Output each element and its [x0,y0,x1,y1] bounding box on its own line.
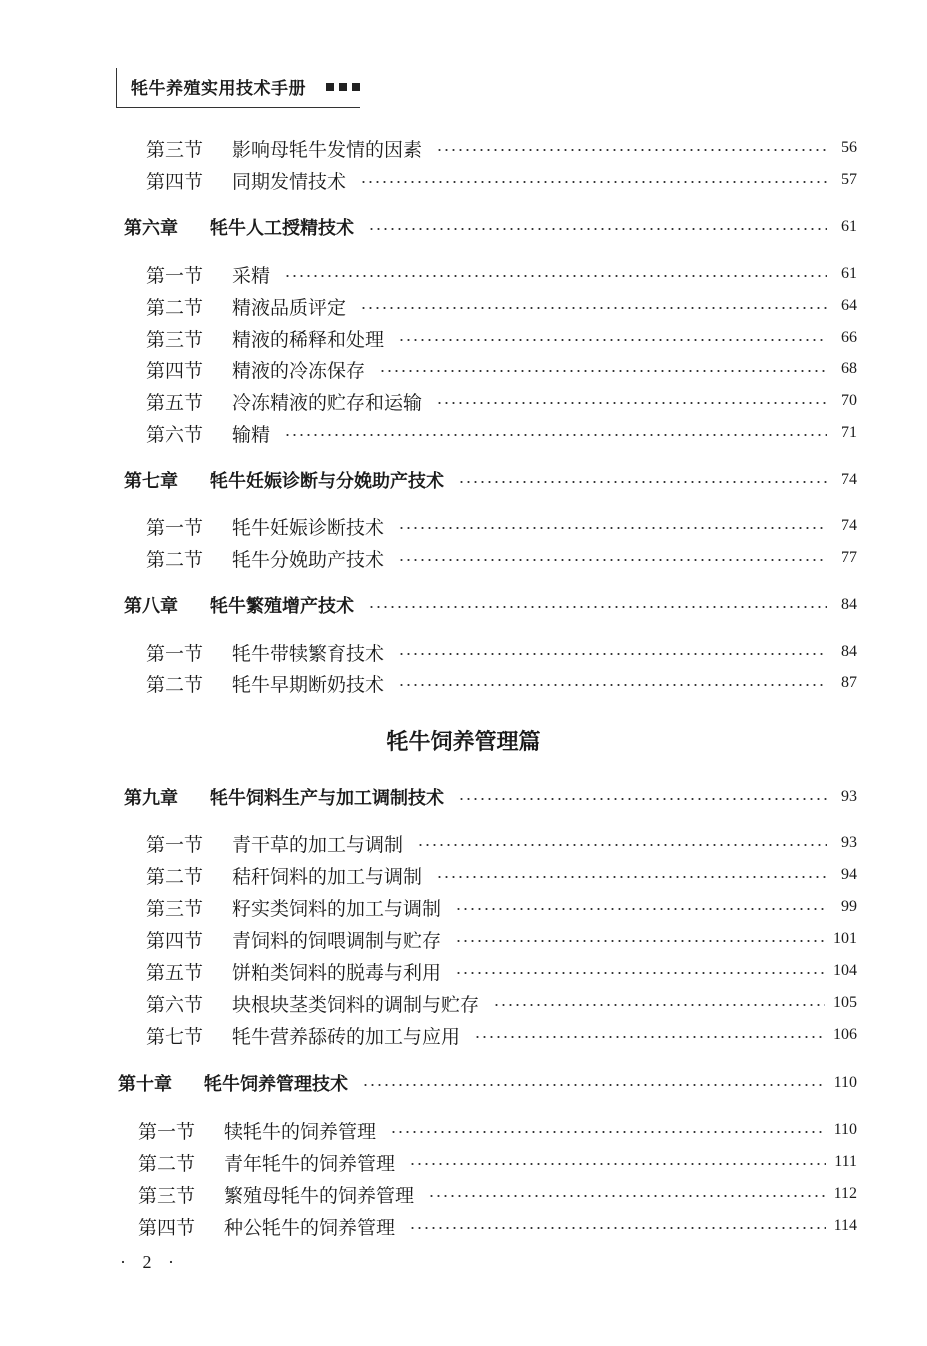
dot-leader [455,908,827,910]
toc-chapter-row[interactable] [124,782,857,812]
toc-entry-label [146,926,441,953]
toc-section-row[interactable] [146,133,857,163]
page-ref: 77 [841,549,857,566]
toc-section-row[interactable] [146,511,857,541]
toc-entry-label [146,135,422,162]
page-ref: 112 [833,1185,857,1202]
page-ref: 110 [833,1121,857,1138]
page-ref: 57 [841,171,857,188]
toc-entry-label [146,958,441,985]
section-title: 牦牛妊娠诊断技术 [232,516,385,539]
section-number: 第五节 [146,961,204,984]
toc-section-row[interactable] [146,165,857,195]
page-ref: 93 [841,834,857,851]
toc-section-row[interactable] [146,323,857,353]
page-ref: 114 [833,1217,857,1234]
section-number: 第七节 [146,1025,204,1048]
dot-leader [398,527,827,529]
toc-section-row[interactable] [146,354,857,384]
section-title: 繁殖母牦牛的饲养管理 [224,1184,415,1207]
section-number: 第六节 [146,423,204,446]
toc-entry-label [146,388,422,415]
section-title: 输精 [232,423,271,446]
section-number: 第三节 [146,138,204,161]
chapter-number: 第七章 [124,471,178,492]
chapter-number: 第六章 [124,218,178,239]
toc-section-row[interactable] [138,1115,857,1145]
toc-entry-label [146,513,384,540]
toc-section-row[interactable] [138,1211,857,1241]
toc-section-row[interactable] [146,668,857,698]
toc-section-row[interactable] [146,543,857,573]
page-ref: 94 [841,866,857,883]
section-number: 第二节 [146,296,204,319]
chapter-number: 第十章 [118,1074,172,1095]
toc-entry-label [146,261,270,288]
chapter-title: 牦牛饲养管理技术 [204,1074,348,1095]
page-ref: 106 [833,1026,857,1043]
section-number: 第三节 [146,328,204,351]
section-number: 第二节 [146,865,204,888]
page-ref: 101 [833,930,857,947]
toc-entry-label [146,670,384,697]
toc-entry-label [146,894,441,921]
dot-leader [390,1131,826,1133]
page-ref: 70 [841,392,857,409]
chapter-title: 牦牛人工授精技术 [210,218,354,239]
section-number: 第一节 [138,1120,196,1143]
toc-section-row[interactable] [146,259,857,289]
header-squares-ornament [326,83,360,91]
dot-leader [436,876,827,878]
section-number: 第二节 [138,1152,196,1175]
dot-leader [493,1004,825,1006]
section-title: 牦牛早期断奶技术 [232,673,385,696]
toc-entry-label [146,639,384,666]
section-number: 第四节 [146,359,204,382]
section-title: 种公牦牛的饲养管理 [224,1216,396,1239]
section-title: 块根块茎类饲料的调制与贮存 [232,993,480,1016]
dot-leader [409,1163,826,1165]
section-title: 影响母牦牛发情的因素 [232,138,423,161]
running-header [116,68,360,108]
part-title: 牦牛饲养管理篇 [386,729,541,755]
section-title: 籽实类饲料的加工与调制 [232,897,442,920]
dot-leader [428,1195,826,1197]
page-ref: 61 [841,218,857,235]
section-title: 精液的稀释和处理 [232,328,385,351]
dot-leader [474,1036,825,1038]
section-title: 牦牛分娩助产技术 [232,548,385,571]
page-ref: 111 [834,1153,857,1170]
toc-entry-label [146,862,422,889]
chapter-title: 牦牛饲料生产与加工调制技术 [210,788,444,809]
page-ref: 110 [833,1074,857,1091]
toc-entry-label [146,990,479,1017]
dot-leader [368,606,827,608]
toc-section-row[interactable] [146,291,857,321]
page-ref: 71 [841,424,857,441]
page-ref: 99 [841,898,857,915]
toc-section-row[interactable] [146,386,857,416]
toc-entry-label [146,1022,460,1049]
chapter-number: 第九章 [124,788,178,809]
section-title: 青饲料的饲喂调制与贮存 [232,929,442,952]
page-ref: 93 [841,788,857,805]
page-ref: 68 [841,360,857,377]
dot-leader [458,481,827,483]
dot-leader [455,972,825,974]
section-title: 青年牦牛的饲养管理 [224,1152,396,1175]
dot-leader [436,402,827,404]
section-number: 第一节 [146,516,204,539]
toc-entry-label [138,1117,376,1144]
toc-entry-label [146,545,384,572]
dot-leader [417,844,827,846]
toc-section-row[interactable] [138,1147,857,1177]
section-number: 第四节 [146,929,204,952]
page-ref: 105 [833,994,857,1011]
section-number: 第三节 [138,1184,196,1207]
toc-entry-label [138,1213,395,1240]
section-number: 第六节 [146,993,204,1016]
toc-entry-label [146,325,384,352]
toc-section-row[interactable] [146,924,857,954]
page-ref: 74 [841,517,857,534]
toc-section-row[interactable] [146,956,857,986]
dot-leader [368,228,827,230]
toc-entry-label [146,420,270,447]
page-ref: 56 [841,139,857,156]
toc-section-row[interactable] [146,860,857,890]
toc-chapter-row[interactable] [124,590,857,620]
section-title: 牦牛营养舔砖的加工与应用 [232,1025,461,1048]
page-ref: 61 [841,265,857,282]
section-title: 秸秆饲料的加工与调制 [232,865,423,888]
page-ref: 84 [841,596,857,613]
chapter-number: 第八章 [124,596,178,617]
dot-leader [379,370,827,372]
dot-leader [398,684,827,686]
section-title: 同期发情技术 [232,170,347,193]
dot-leader [458,798,827,800]
header-frame [116,68,360,108]
toc-entry-label [124,592,354,618]
toc-section-row[interactable] [146,828,857,858]
section-title: 青干草的加工与调制 [232,833,404,856]
dot-leader [398,339,827,341]
section-title: 饼粕类饲料的脱毒与利用 [232,961,442,984]
toc-section-row[interactable] [146,892,857,922]
dot-leader [362,1084,826,1086]
dot-leader [436,149,827,151]
dot-leader [360,307,827,309]
chapter-title: 牦牛繁殖增产技术 [210,596,354,617]
toc-entry-label [146,356,365,383]
toc-section-row[interactable] [138,1179,857,1209]
toc-entry-label [124,214,354,240]
section-title: 精液品质评定 [232,296,347,319]
section-title: 犊牦牛的饲养管理 [224,1120,377,1143]
section-number: 第一节 [146,833,204,856]
toc-section-row[interactable] [146,418,857,448]
section-number: 第三节 [146,897,204,920]
section-title: 冷冻精液的贮存和运输 [232,391,423,414]
dot-leader [398,559,827,561]
toc-chapter-row[interactable] [124,212,857,242]
dot-leader [398,653,827,655]
page-ref: 74 [841,471,857,488]
toc-chapter-row[interactable] [124,465,857,495]
section-number: 第五节 [146,391,204,414]
toc-chapter-row[interactable] [118,1068,857,1098]
section-number: 第一节 [146,264,204,287]
toc-entry-label [138,1149,395,1176]
toc-section-row[interactable] [146,1020,857,1050]
toc-entry-label [118,1070,348,1096]
section-title: 精液的冷冻保存 [232,359,366,382]
section-number: 第四节 [146,170,204,193]
dot-leader [284,275,827,277]
toc-entry-label [146,830,403,857]
dot-leader [284,434,827,436]
page-ref: 66 [841,329,857,346]
chapter-title: 牦牛妊娠诊断与分娩助产技术 [210,471,444,492]
section-number: 第一节 [146,642,204,665]
toc-entry-label [146,167,346,194]
toc-section-row[interactable] [146,637,857,667]
page-ref: 104 [833,962,857,979]
toc-entry-label [146,293,346,320]
book-title: 牦牛养殖实用技术手册 [131,79,306,99]
page-ref: 87 [841,674,857,691]
toc-section-row[interactable] [146,988,857,1018]
page-ref: 64 [841,297,857,314]
dot-leader [409,1227,826,1229]
section-title: 采精 [232,264,271,287]
page-ref: 84 [841,643,857,660]
page-number: · 2 · [120,1252,180,1272]
toc-entry-label [138,1181,414,1208]
section-number: 第二节 [146,548,204,571]
dot-leader [455,940,825,942]
dot-leader [360,181,827,183]
section-title: 牦牛带犊繁育技术 [232,642,385,665]
section-number: 第四节 [138,1216,196,1239]
section-number: 第二节 [146,673,204,696]
toc-entry-label [124,784,444,810]
toc-entry-label [124,467,444,493]
